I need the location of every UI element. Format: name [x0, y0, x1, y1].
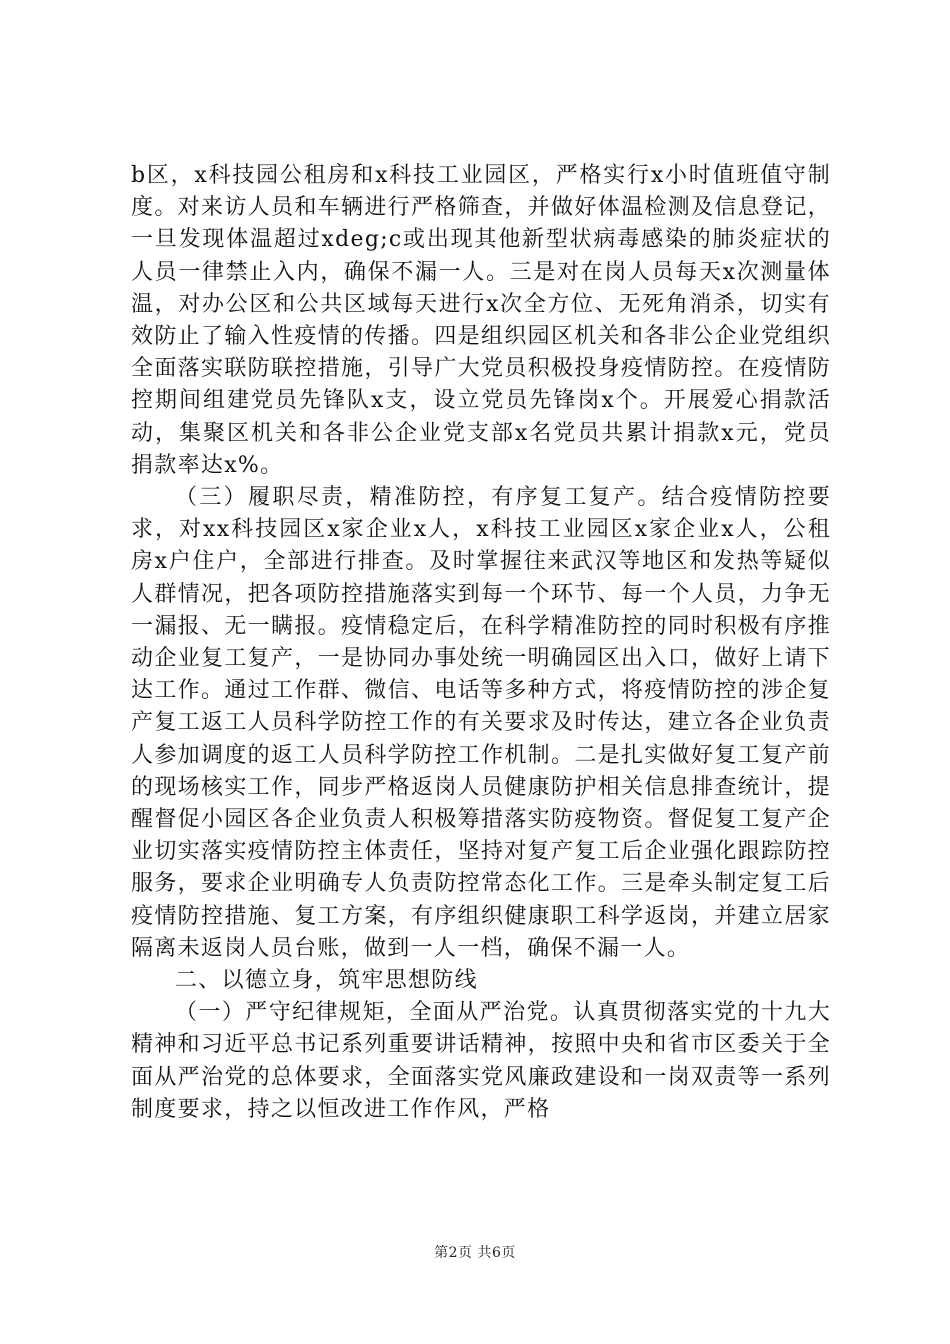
paragraph-continuation: b区，x科技园公租房和x科技工业园区，严格实行x小时值班值守制度。对来访人员和车辆进行严格筛查，并做好体温检测及信息登记，一旦发现体温超过xdeg;c或出现其他新型状病毒感染的肺炎症状的人员一律禁止入内，确保不漏一人。三是对在岗人员每天x次测量体温，对办公区和公共区域每天进行x次全方位、无死角消杀，切实有效防止了输入性疫情的传播。四是组织园区机关和各非公企业党组织全面落实联防联控措施，引导广大党员积极投身疫情防控。在疫情防控期间组建党员先锋队x支，设立党员先锋岗x个。开展爱心捐款活动，集聚区机关和各非公企业党支部x名党员共累计捐款x元，党员捐款率达x%。: [131, 163, 831, 478]
section-heading-two: 二、以德立身，筑牢思想防线: [175, 968, 478, 994]
page-footer: 第2页 共6页: [434, 1245, 516, 1261]
document-body: [131, 160, 831, 1126]
paragraph-section-three: （三）履职尽责，精准防控，有序复工复产。结合疫情防控要求，对xx科技园区x家企业x人，x科技工业园区x家企业x人，公租房x户住户，全部进行排查。及时掌握往来武汉等地区和发热等疑似人群情况，把各项防控措施落实到每一个环节、每一个人员，力争无一漏报、无一瞒报。疫情稳定后，在科学精准防控的同时积极有序推动企业复工复产，一是协同办事处统一明确园区出入口，做好上请下达工作。通过工作群、微信、电话等多种方式，将疫情防控的涉企复产复工返工人员科学防控工作的有关要求及时传达，建立各企业负责人参加调度的返工人员科学防控工作机制。二是扎实做好复工复产前的现场核实工作，同步严格返岗人员健康防护相关信息排查统计，提醒督促小园区各企业负责人积极筹措落实防疫物资。督促复工复产企业切实落实疫情防控主体责任，坚持对复产复工后企业强化跟踪防控服务，要求企业明确专人负责防控常态化工作。三是牵头制定复工后疫情防控措施、复工方案，有序组织健康职工科学返岗，并建立居家隔离未返岗人员台账，做到一人一档，确保不漏一人。: [131, 485, 831, 961]
paragraph-section-one: （一）严守纪律规矩，全面从严治党。认真贯彻落实党的十九大精神和习近平总书记系列重要讲话精神，按照中央和省市区委关于全面从严治党的总体要求，全面落实党风廉政建设和一岗双责等一系列制度要求，持之以恒改进工作作风，严格: [131, 1000, 831, 1122]
